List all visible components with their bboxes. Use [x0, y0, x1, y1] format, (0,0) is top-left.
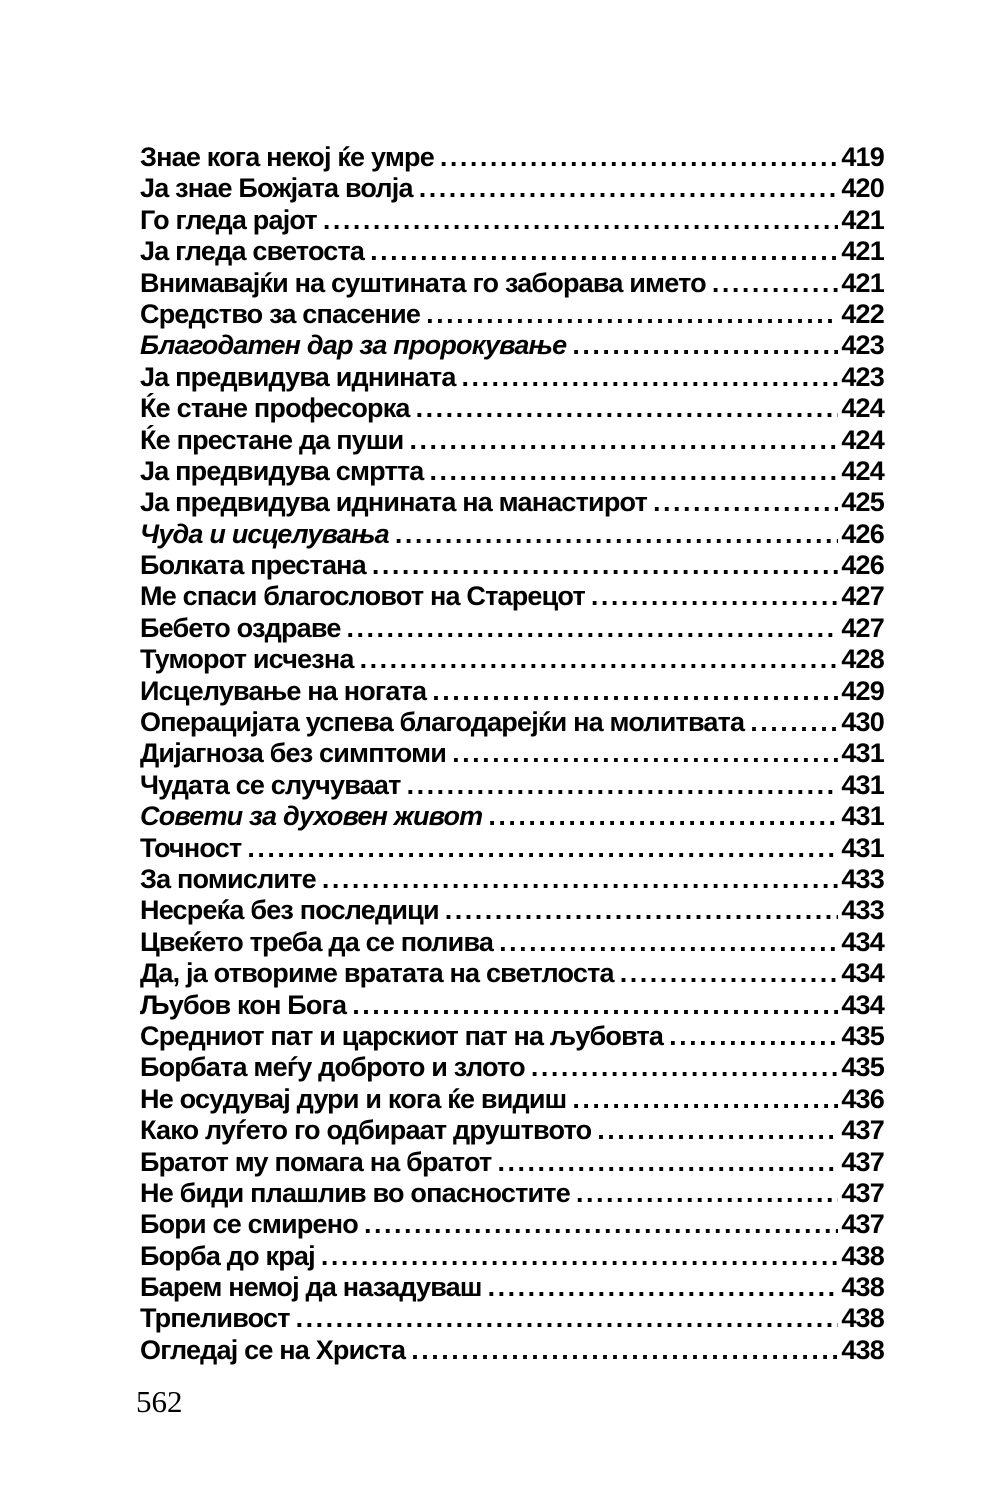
toc-dot-leader [372, 550, 838, 581]
toc-entry-title: Ја предвидува смртта [140, 455, 424, 486]
toc-dot-leader [591, 581, 838, 612]
toc-entry [140, 362, 884, 393]
toc-dot-leader [407, 770, 839, 801]
toc-entry-title: Ја гледа светоста [140, 236, 365, 267]
toc-entry-page: 430 [841, 707, 884, 738]
toc-dot-leader [323, 205, 838, 236]
toc-entry-page: 425 [841, 487, 884, 518]
toc-entry-title: Трпеливост [140, 1303, 290, 1334]
toc-entry-page: 437 [841, 1146, 884, 1177]
toc-entry [140, 1021, 884, 1052]
toc-entry-title: Како луѓето го одбираат друштвото [140, 1115, 592, 1146]
toc-dot-leader [488, 1272, 839, 1303]
toc-entry-title: Не осудувај дури и кога ќе видиш [140, 1083, 567, 1114]
toc-dot-leader [321, 1241, 839, 1272]
toc-entry-title: Ја предвидува иднината на манастирот [140, 487, 647, 518]
toc-entry-page: 435 [841, 1020, 884, 1051]
toc-entry-page: 421 [841, 267, 884, 298]
toc-dot-leader [364, 1209, 838, 1240]
toc-dot-leader [462, 362, 839, 393]
toc-dot-leader [296, 1303, 839, 1334]
toc-entry-title: Чудата се случуваат [140, 769, 401, 800]
toc-entry-title: Несреќа без последици [140, 895, 439, 926]
toc-entry-page: 438 [841, 1334, 884, 1365]
toc-dot-leader [712, 268, 838, 299]
toc-dot-leader [452, 738, 838, 769]
toc-entry-page: 429 [841, 675, 884, 706]
toc-entry-page: 419 [841, 142, 884, 172]
toc-entry-title: Цвеќето треба да се полива [140, 926, 494, 957]
toc-entry [140, 1084, 884, 1115]
toc-entry [140, 236, 884, 267]
toc-entry [140, 550, 884, 581]
toc-entry [140, 456, 884, 487]
toc-dot-leader [572, 1084, 838, 1115]
toc-dot-leader [322, 864, 838, 895]
toc-entry-page: 433 [841, 895, 884, 926]
toc-entry-title: Внимавајќи на суштината го заборава името [140, 267, 706, 298]
toc-entry [140, 1178, 884, 1209]
toc-dot-leader [411, 1335, 838, 1366]
toc-dot-leader [597, 1115, 838, 1146]
toc-dot-leader [499, 927, 838, 958]
toc-entry-page: 437 [841, 1209, 884, 1240]
toc-entry [140, 268, 884, 299]
toc-dot-leader [247, 833, 838, 864]
toc-entry-page: 431 [841, 769, 884, 800]
toc-entry-page: 424 [841, 455, 884, 486]
toc-entry-title: Точност [140, 832, 242, 863]
toc-entry [140, 613, 884, 644]
toc-entry-page: 438 [841, 1303, 884, 1334]
toc-entry-title: Бебето оздраве [140, 612, 341, 643]
toc-entry-title: Борба до крај [140, 1240, 315, 1271]
toc-entry [140, 393, 884, 424]
toc-dot-leader [430, 456, 839, 487]
toc-entry-title: Да, ја отвориме вратата на светлоста [140, 958, 614, 989]
toc-entry-page: 427 [841, 581, 884, 612]
toc-entry [140, 205, 884, 236]
toc-entry-page: 431 [841, 801, 884, 832]
toc-entry [140, 1241, 884, 1272]
toc-entry [140, 1052, 884, 1083]
toc-dot-leader [432, 676, 838, 707]
toc-entry [140, 833, 884, 864]
toc-entry-title: За помислите [140, 863, 316, 894]
toc-entry-title: Братот му помага на братот [140, 1146, 492, 1177]
toc-entry-page: 436 [841, 1083, 884, 1114]
toc-dot-leader [419, 173, 839, 204]
toc-entry-page: 428 [841, 644, 884, 675]
toc-entry-title: Средниот пат и царскиот пат на љубовта [140, 1020, 664, 1051]
toc-entry-page: 423 [841, 330, 884, 361]
toc-entry-title: Го гледа рајот [140, 204, 317, 235]
toc-entry-page: 424 [841, 393, 884, 424]
toc-entry [140, 519, 884, 550]
toc-dot-leader [572, 330, 838, 361]
toc-entry [140, 1209, 884, 1240]
toc-dot-leader [488, 801, 838, 832]
toc-dot-leader [440, 142, 838, 173]
toc-dot-leader [750, 707, 838, 738]
toc-entry [140, 738, 884, 769]
toc-entry-page: 422 [841, 298, 884, 329]
toc-dot-leader [620, 958, 839, 989]
toc-entry-title: Туморот исчезна [140, 644, 354, 675]
toc-entry-page: 434 [841, 989, 884, 1020]
toc-dot-leader [653, 487, 838, 518]
toc-entry [140, 990, 884, 1021]
toc-entry-title: Средство за спасение [140, 298, 421, 329]
toc-entry [140, 299, 884, 330]
toc-entry-title: Љубов кон Бога [140, 989, 347, 1020]
toc-entry-page: 426 [841, 518, 884, 549]
toc-list [140, 142, 884, 1366]
toc-entry-title: Бори се смирено [140, 1209, 358, 1240]
toc-entry-title: Благодатен дар за пророкување [140, 330, 567, 361]
toc-dot-leader [669, 1021, 838, 1052]
toc-entry-title: Ќе престане да пуши [140, 424, 404, 455]
toc-entry-title: Чуда и исцелувања [140, 518, 389, 549]
toc-entry-title: Знае кога некој ќе умре [140, 142, 434, 172]
toc-entry [140, 581, 884, 612]
toc-entry-title: Ја знае Божјата волја [140, 173, 413, 204]
toc-entry [140, 425, 884, 456]
toc-entry [140, 770, 884, 801]
toc-entry-page: 431 [841, 832, 884, 863]
toc-dot-leader [395, 519, 838, 550]
toc-entry-title: Дијагноза без симптоми [140, 738, 447, 769]
toc-entry [140, 1272, 884, 1303]
toc-dot-leader [576, 1178, 838, 1209]
toc-entry-page: 423 [841, 361, 884, 392]
toc-entry [140, 958, 884, 989]
toc-entry [140, 1115, 884, 1146]
toc-entry [140, 707, 884, 738]
toc-entry-title: Операцијата успева благодарејќи на молитвата [140, 707, 745, 738]
toc-entry-page: 434 [841, 926, 884, 957]
toc-entry-page: 431 [841, 738, 884, 769]
toc-entry [140, 676, 884, 707]
footer-page-number: 562 [136, 1384, 183, 1419]
toc-entry [140, 1335, 884, 1366]
toc-entry-title: Не биди плашлив во опасностите [140, 1177, 570, 1208]
toc-entry [140, 173, 884, 204]
toc-entry [140, 644, 884, 675]
toc-entry-page: 421 [841, 204, 884, 235]
toc-dot-leader [497, 1147, 838, 1178]
toc-dot-leader [445, 895, 839, 926]
toc-entry [140, 927, 884, 958]
toc-entry-page: 421 [841, 236, 884, 267]
toc-entry-page: 433 [841, 863, 884, 894]
toc-entry [140, 895, 884, 926]
toc-dot-leader [416, 393, 839, 424]
toc-entry-page: 437 [841, 1177, 884, 1208]
toc-entry-title: Исцелување на ногата [140, 675, 427, 706]
toc-entry-page: 438 [841, 1272, 884, 1303]
toc-entry [140, 864, 884, 895]
toc-dot-leader [531, 1052, 839, 1083]
toc-entry [140, 330, 884, 361]
toc-dot-leader [370, 236, 838, 267]
toc-entry-title: Ќе стане професорка [140, 393, 410, 424]
toc-entry-title: Огледај се на Христа [140, 1334, 406, 1365]
toc-dot-leader [360, 644, 839, 675]
toc-entry-title: Борбата меѓу доброто и злото [140, 1052, 525, 1083]
toc-entry-page: 438 [841, 1240, 884, 1271]
toc-entry [140, 1303, 884, 1334]
toc-entry-title: Ја предвидува иднината [140, 361, 456, 392]
toc-dot-leader [347, 613, 839, 644]
toc-entry-page: 426 [841, 550, 884, 581]
toc-entry-page: 435 [841, 1052, 884, 1083]
toc-entry-page: 427 [841, 612, 884, 643]
toc-entry-page: 420 [841, 173, 884, 204]
toc-dot-leader [409, 425, 838, 456]
toc-dot-leader [352, 990, 838, 1021]
toc-entry [140, 142, 884, 173]
toc-entry [140, 801, 884, 832]
toc-entry [140, 487, 884, 518]
toc-entry-title: Болката престана [140, 550, 366, 581]
toc-entry-page: 424 [841, 424, 884, 455]
toc-entry-page: 434 [841, 958, 884, 989]
toc-entry [140, 1147, 884, 1178]
toc-dot-leader [426, 299, 838, 330]
toc-entry-title: Совети за духовен живот [140, 801, 483, 832]
toc-entry-title: Барем немој да назадуваш [140, 1272, 482, 1303]
toc-entry-title: Ме спаси благословот на Старецот [140, 581, 585, 612]
toc-entry-page: 437 [841, 1115, 884, 1146]
